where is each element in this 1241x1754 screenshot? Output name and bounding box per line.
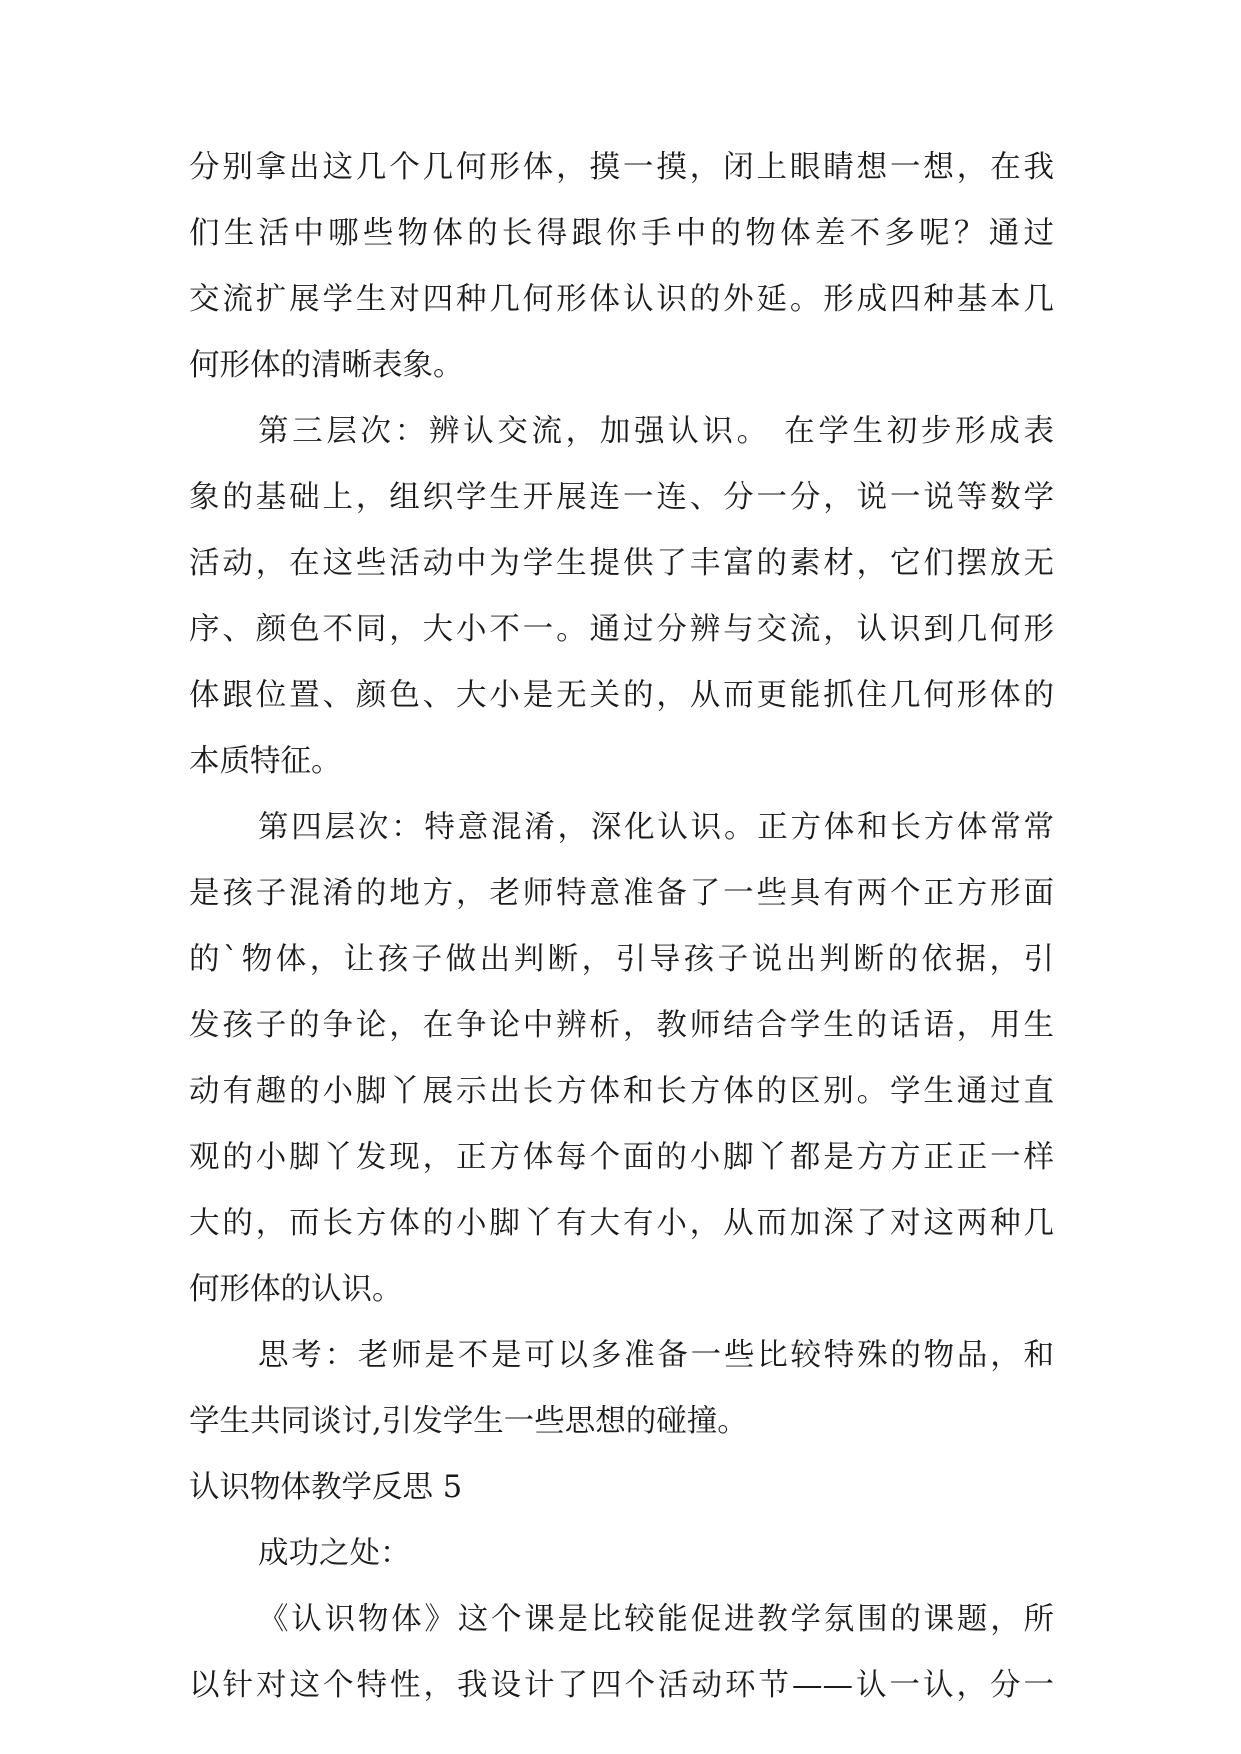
paragraph-line: 《认识物体》这个课是比较能促进教学氛围的课题，所 xyxy=(258,1602,1054,1637)
paragraph-line: 大的，而长方体的小脚丫有大有小，从而加深了对这两种几 xyxy=(189,1206,1054,1241)
paragraph-line: 何形体的清晰表象。 xyxy=(189,348,464,383)
section-heading: 认识物体教学反思 5 xyxy=(189,1470,463,1505)
paragraph-line: 动有趣的小脚丫展示出长方体和长方体的区别。学生通过直 xyxy=(189,1074,1054,1109)
paragraph-line: 思考：老师是不是可以多准备一些比较特殊的物品，和 xyxy=(258,1338,1054,1373)
paragraph-line: 学生共同谈讨,引发学生一些思想的碰撞。 xyxy=(189,1404,748,1439)
paragraph-line: 何形体的认识。 xyxy=(189,1272,403,1307)
paragraph-line: 的`物体，让孩子做出判断，引导孩子说出判断的依据，引 xyxy=(189,942,1054,977)
paragraph-line: 交流扩展学生对四种几何形体认识的外延。形成四种基本几 xyxy=(189,282,1054,317)
paragraph-line: 活动，在这些活动中为学生提供了丰富的素材，它们摆放无 xyxy=(189,546,1054,581)
paragraph-line: 是孩子混淆的地方，老师特意准备了一些具有两个正方形面 xyxy=(189,876,1054,911)
paragraph-line: 本质特征。 xyxy=(189,744,342,779)
paragraph-line: 们生活中哪些物体的长得跟你手中的物体差不多呢？通过 xyxy=(189,216,1054,251)
paragraph-line: 第四层次：特意混淆，深化认识。正方体和长方体常常 xyxy=(258,810,1054,845)
paragraph-line: 象的基础上，组织学生开展连一连、分一分，说一说等数学 xyxy=(189,480,1054,515)
subheading: 成功之处： xyxy=(258,1536,411,1571)
paragraph-line: 以针对这个特性，我设计了四个活动环节——认一认，分一 xyxy=(189,1668,1054,1703)
paragraph-line: 序、颜色不同，大小不一。通过分辨与交流，认识到几何形 xyxy=(189,612,1054,647)
paragraph-line: 分别拿出这几个几何形体，摸一摸，闭上眼睛想一想，在我 xyxy=(189,150,1054,185)
paragraph-line: 观的小脚丫发现，正方体每个面的小脚丫都是方方正正一样 xyxy=(189,1140,1054,1175)
paragraph-line: 第三层次：辨认交流，加强认识。 在学生初步形成表 xyxy=(258,414,1054,449)
paragraph-line: 体跟位置、颜色、大小是无关的，从而更能抓住几何形体的 xyxy=(189,678,1054,713)
paragraph-line: 发孩子的争论，在争论中辨析，教师结合学生的话语，用生 xyxy=(189,1008,1054,1043)
